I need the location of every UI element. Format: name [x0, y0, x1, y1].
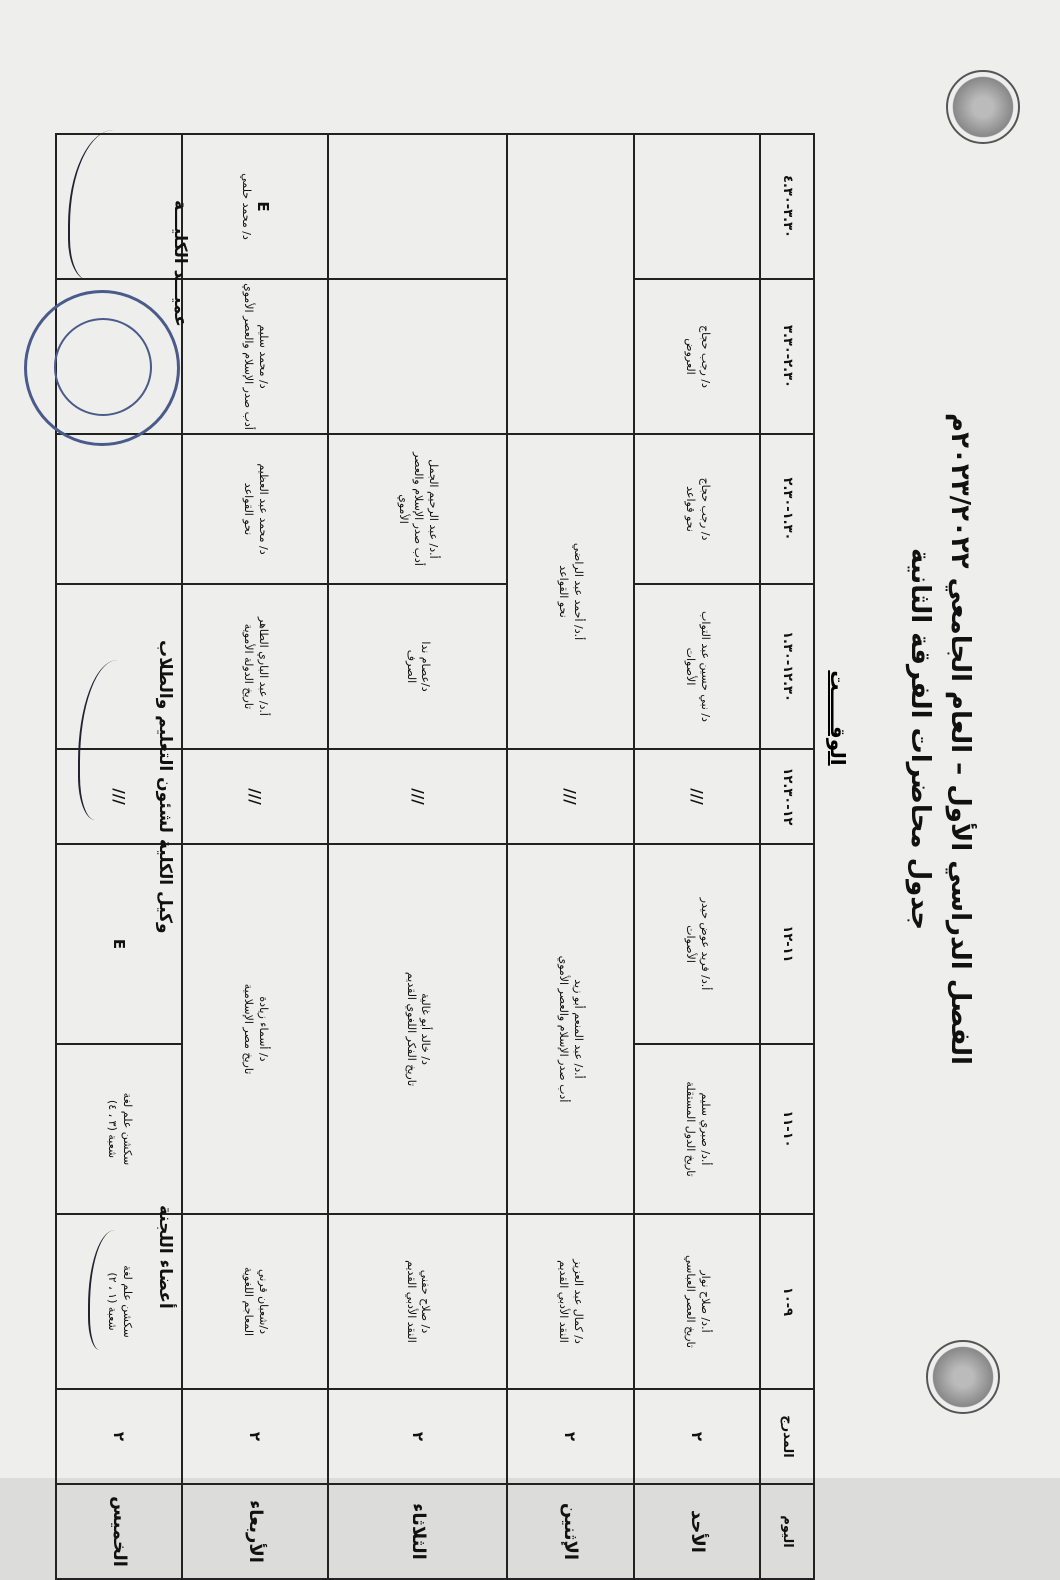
header-hall: المدرج — [760, 1389, 814, 1484]
lecture-cell: أ.د/ عبد المنعم أبو زيد أدب صدر الإسلام والعصر الأموي — [507, 844, 633, 1214]
day-cell: الأحد — [634, 1484, 760, 1579]
header-slot: ١٢.٣٠-١.٣٠ — [760, 584, 814, 749]
lecture-cell: د/ خالد أبو غالية تاريخ الفكر اللغوي القديم — [328, 844, 507, 1214]
header-slot: ١٠-١١ — [760, 1044, 814, 1214]
lecture-cell: د/ محمد سليم أدب صدر الإسلام والعصر الأموي — [183, 279, 329, 434]
lecture-cell: د/عصام ندا الصرف — [328, 584, 507, 749]
lecture-cell: /// — [328, 749, 507, 844]
day-cell: الإثنين — [507, 1484, 633, 1579]
lecture-cell: د/ نبي حسين عبد التواب الأصوات — [634, 584, 760, 749]
official-stamp — [24, 290, 180, 446]
lecture-cell: د/شعبان قرني المعاجم اللغوية — [183, 1214, 329, 1389]
table-row — [328, 134, 507, 1579]
lecture-cell: أ.د/ عبد الباري الطاهر تاريخ الدولة الأموية — [183, 584, 329, 749]
page-subtitle: جدول محاضرات الفرقة الثانية — [905, 547, 935, 931]
hall-cell: ٢ — [328, 1389, 507, 1484]
lecture-cell: د/ رجب حجاج نحو قواعد — [634, 434, 760, 584]
lecture-cell: /// — [634, 749, 760, 844]
lecture-cell: E د/ محمد حلمي — [183, 134, 329, 279]
header-slot: ١١-١٢ — [760, 844, 814, 1044]
hall-cell: ٢ — [183, 1389, 329, 1484]
lecture-cell: أ.د/ عبد الرحيم الجمل أدب صدر الإسلام والعصر الأموي — [328, 434, 507, 584]
table-row — [183, 134, 329, 1579]
header-slot: ٢.٣٠-٣.٣٠ — [760, 279, 814, 434]
table-row — [634, 134, 760, 1579]
lecture-cell: د/ أسماء زيادة تاريخ مصر الإسلامية — [183, 844, 329, 1214]
lecture-cell: /// — [56, 749, 183, 844]
lecture-cell: أ.د/ صلاح نوار تاريخ العصر العباسي — [634, 1214, 760, 1389]
vice-dean-signature-label: وكيل الكلية لشئون التعليم والطلاب — [155, 640, 175, 934]
lecture-cell — [328, 134, 507, 279]
lecture-cell — [56, 434, 183, 584]
day-cell: الخميس — [56, 1484, 183, 1579]
header-slot: ٩-١٠ — [760, 1214, 814, 1389]
lecture-cell — [507, 134, 633, 434]
lecture-cell: د/ كمال عبد العزيز النقد الأدبي القديم — [507, 1214, 633, 1389]
lecture-cell: أ.د/ أحمد عبد الراضي نحو القواعد — [507, 434, 633, 749]
header-slot: ١٢-١٢.٣٠ — [760, 749, 814, 844]
table-header-row — [760, 134, 814, 1579]
hall-cell: ٢ — [56, 1389, 183, 1484]
lecture-cell: د/ صلاح حفني النقد الأدبي القديم — [328, 1214, 507, 1389]
hall-cell: ٢ — [507, 1389, 633, 1484]
lecture-cell: E — [56, 844, 183, 1044]
lecture-cell: د/ محمد عبد العظيم نحو القواعد — [183, 434, 329, 584]
lecture-cell: د/ رجب حجاج العروض — [634, 279, 760, 434]
header-day: اليوم — [760, 1484, 814, 1579]
committee-signature-label: أعضاء اللجنة — [155, 1205, 175, 1309]
lecture-cell: سكشن علم لغة شعبة (٣ ، ٤) — [56, 1044, 183, 1214]
header-slot: ٣.٣٠-٤.٣٠ — [760, 134, 814, 279]
lecture-cell: سكشن علم لغة شعبة (١ ، ٢) — [56, 1214, 183, 1389]
day-cell: الأربعاء — [183, 1484, 329, 1579]
day-cell: الثلاثاء — [328, 1484, 507, 1579]
lecture-cell: /// — [507, 749, 633, 844]
hall-cell: ٢ — [634, 1389, 760, 1484]
lecture-cell — [328, 279, 507, 434]
lecture-cell — [634, 134, 760, 279]
dean-signature-label: عميـــد الكليـــة — [170, 200, 190, 327]
time-label: الوقـــــت — [826, 670, 850, 766]
lecture-cell: أ.د/ صبري سليم تاريخ الدول المستقلة — [634, 1044, 760, 1214]
header-slot: ١.٣٠-٢.٣٠ — [760, 434, 814, 584]
lecture-cell: أ.د/ فريد عوض حيدر الأصوات — [634, 844, 760, 1044]
page-title: الفصل الدراسي الأول – العام الجامعي ٢٠٢٣/٢٠٢٢م — [945, 413, 975, 1065]
lecture-cell: /// — [183, 749, 329, 844]
table-row — [507, 134, 633, 1579]
